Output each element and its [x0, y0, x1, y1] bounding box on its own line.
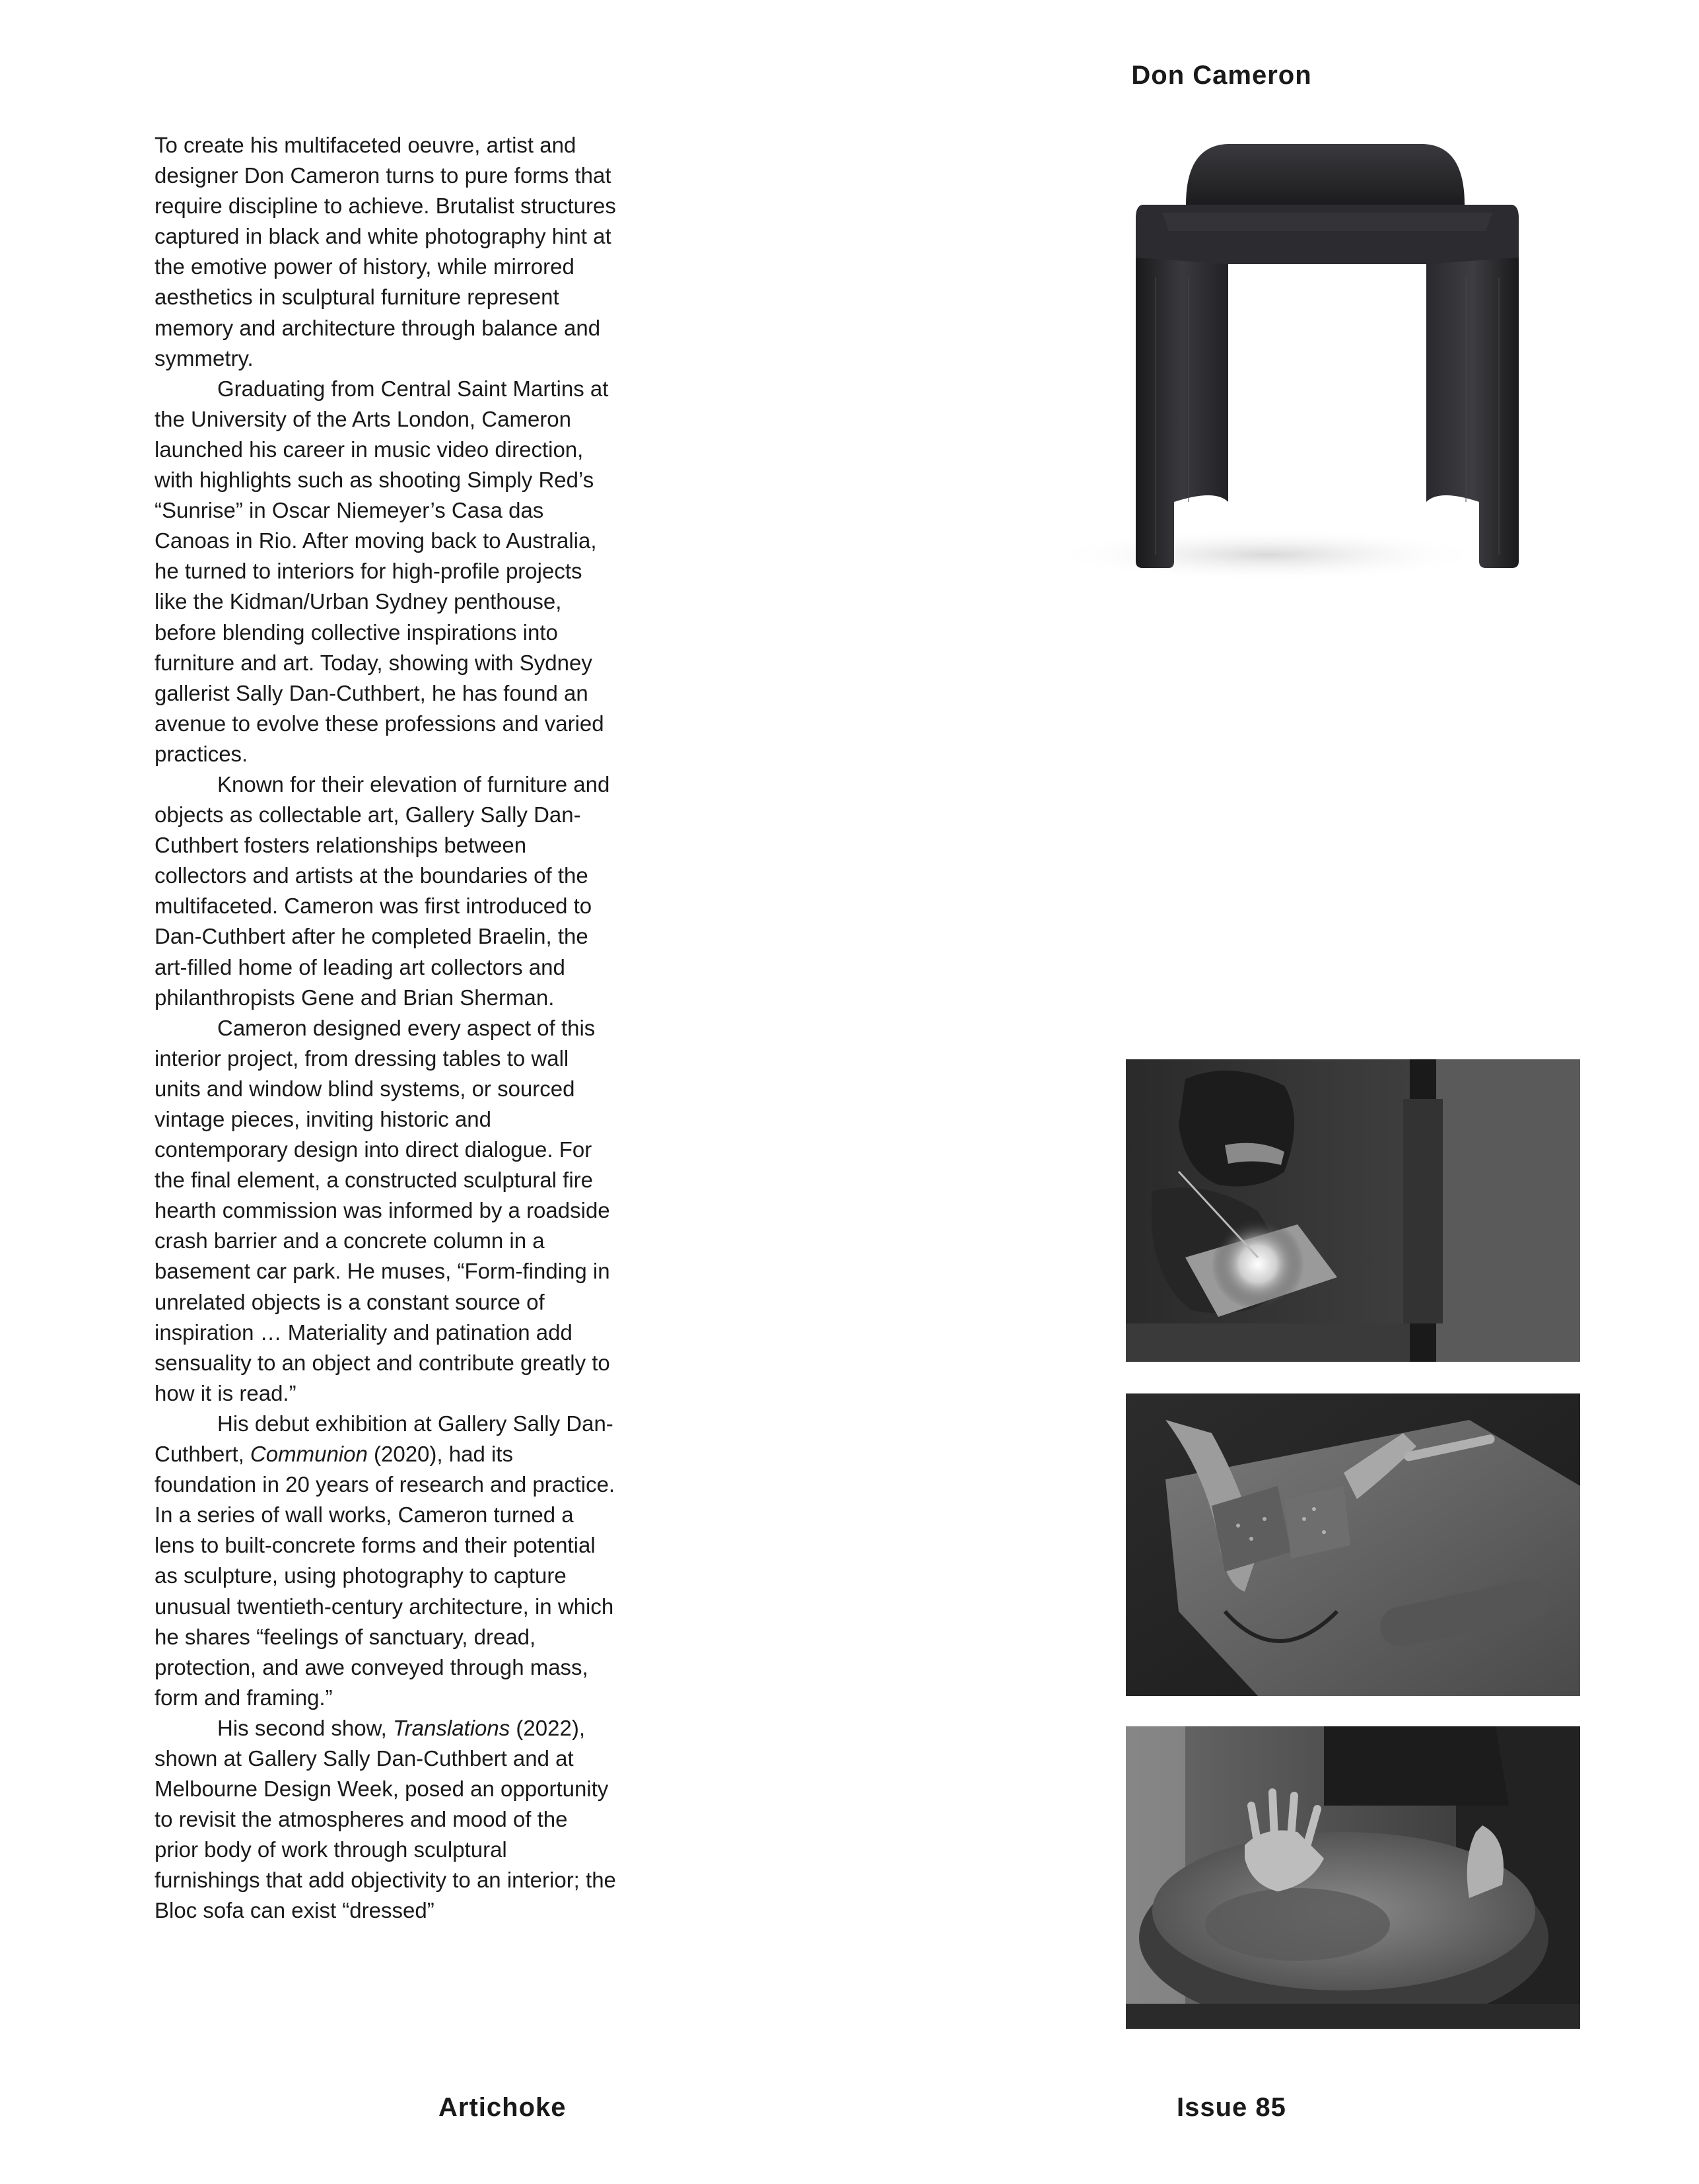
workshop-photo-hands-material	[1126, 1393, 1580, 1696]
stool-product-photo	[1057, 132, 1585, 581]
paragraph-5-text-b: (2020), had its foundation in 20 years of research and practice. In a series of wall works, Cameron turned a lens to built-concrete forms and their potential as sculpture, using photography to capture unusual twentieth-century architecture, in which he shares “feelings of sanctuary, dread, protection, and awe conveyed through mass, form and framing.”	[155, 1442, 615, 1710]
paragraph-6-text-a: His second show,	[217, 1715, 393, 1740]
paragraph-6	[155, 1713, 617, 1926]
paragraph-5	[155, 1409, 617, 1713]
footer-publication: Artichoke	[438, 2093, 567, 2122]
paragraph-1: To create his multifaceted oeuvre, artist and designer Don Cameron turns to pure forms that require discipline to achieve. Brutalist structures captured in black and white photography hint at the emotive power of history, while mirrored aesthetics in sculptural furniture represent memory and architecture through balance and symmetry.	[155, 133, 616, 370]
running-head-title: Don Cameron	[1131, 61, 1312, 90]
paragraph-3: Known for their elevation of furniture and objects as collectable art, Gallery Sally Dan-Cuthbert fosters relationships between collectors and artists at the boundaries of the multifaceted. Cameron was first introduced to Dan-Cuthbert after he completed Braelin, the art-filled home of leading art collectors and philanthropists Gene and Brian Sherman.	[155, 771, 610, 1010]
paragraph-5-text-a: His debut exhibition at Gallery Sally Dan-Cuthbert,	[155, 1411, 613, 1467]
paragraph-6-text-b: (2022), shown at Gallery Sally Dan-Cuthbert and at Melbourne Design Week, posed an opportunity to revisit the atmospheres and mood of the prior body of work through sculptural furnishings that add objectivity to an interior; the Bloc sofa can exist “dressed”	[155, 1715, 616, 1923]
footer-issue: Issue 85	[1177, 2093, 1286, 2122]
paragraph-2: Graduating from Central Saint Martins at the University of the Arts London, Cameron launched his career in music video direction, with highlights such as shooting Simply Red’s “Sunrise” in Oscar Niemeyer’s Casa das Canoas in Rio. After moving back to Australia, he turned to interiors for high-profile projects like the Kidman/Urban Sydney penthouse, before blending collective inspirations into furniture and art. Today, showing with Sydney gallerist Sally Dan-Cuthbert, he has found an avenue to evolve these professions and varied practices.	[155, 376, 609, 766]
article-body	[155, 130, 617, 1926]
exhibition-title-translations: Translations	[392, 1715, 510, 1740]
workshop-photo-carved-seat	[1126, 1726, 1580, 2029]
exhibition-title-communion: Communion	[250, 1442, 368, 1467]
paragraph-4: Cameron designed every aspect of this interior project, from dressing tables to wall units and window blind systems, or sourced vintage pieces, inviting historic and contemporary design into direct dialogue. For the final element, a constructed sculptural fire hearth commission was informed by a roadside crash barrier and a concrete column in a basement car park. He muses, “Form-finding in unrelated objects is a constant source of inspiration … Materiality and patination add sensuality to an object and contribute greatly to how it is read.”	[155, 1015, 610, 1405]
workshop-photo-welding	[1126, 1059, 1580, 1362]
